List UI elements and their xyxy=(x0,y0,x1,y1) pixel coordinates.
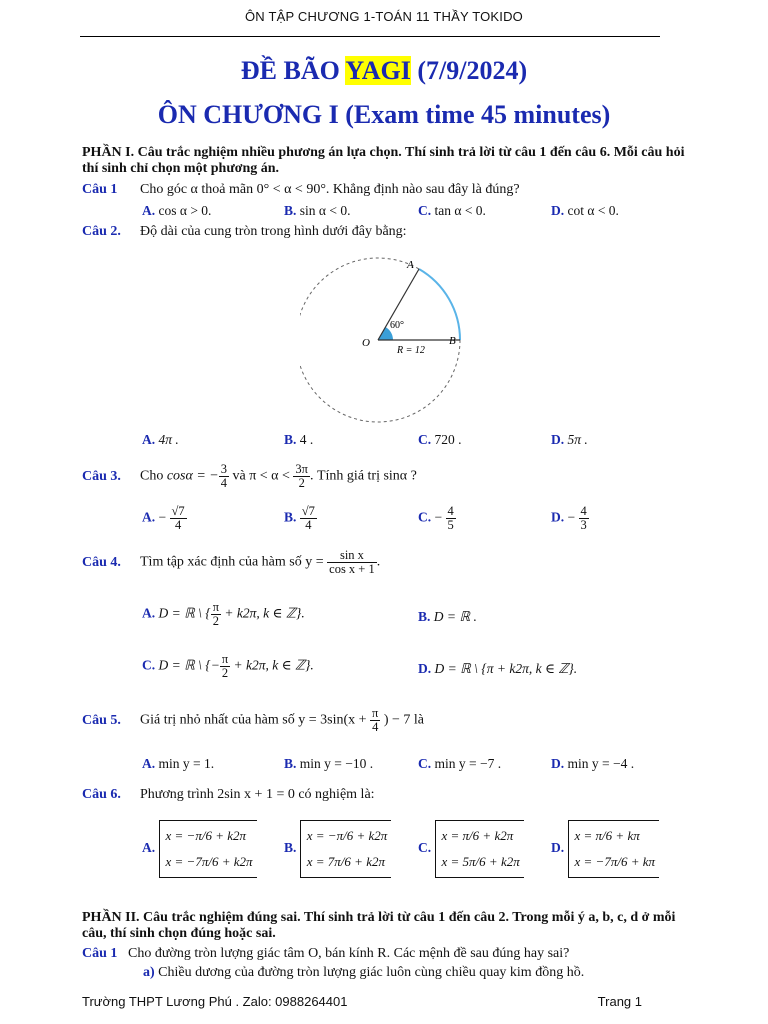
title-pre: ĐỀ BÃO xyxy=(240,56,346,85)
question-label: Câu 1 xyxy=(82,182,118,197)
statement-a: a) Chiều dương của đường tròn lượng giác luôn cùng chiều quay kim đồng hồ. xyxy=(143,965,585,980)
label-o: O xyxy=(362,337,370,349)
exam-title xyxy=(0,56,768,86)
question-5: Câu 5. Giá trị nhỏ nhất của hàm số y = 3sin(x + $\frac{\pi}{4}$ ) − 7 là xyxy=(82,706,425,734)
circle-arc-figure xyxy=(300,252,480,424)
part2-question-1: Câu 1 Cho đường tròn lượng giác tâm O, bán kính R. Các mệnh đề sau đúng hay sai? xyxy=(82,946,570,961)
question-label: Câu 6. xyxy=(82,787,121,802)
page-header: ÔN TẬP CHƯƠNG 1-TOÁN 11 THẦY TOKIDO xyxy=(244,9,523,24)
question-6: Câu 6. Phương trình 2sin x + 1 = 0 có nghiệm là: xyxy=(82,787,375,802)
page-footer xyxy=(82,994,642,1009)
footer-school: Trường THPT Lương Phú . Zalo: 0988264401 xyxy=(82,994,348,1009)
q6-option-c[interactable]: C. x = π/6 + k2π x = 5π/6 + k2π xyxy=(418,820,524,878)
q2-option-a[interactable]: A. 4π . xyxy=(142,432,179,447)
question-3: Câu 3. Cho cosα = − $\frac{3}{4}$ và π < α < $\frac{3\pi}{2}$ . Tính giá trị sinα ? xyxy=(82,462,417,490)
equation-system: x = −π/6 + k2π x = 7π/6 + k2π xyxy=(300,820,392,878)
fraction: $\frac{3}{4}$ xyxy=(220,462,227,490)
radius-label: R = 12 xyxy=(397,345,425,356)
q5-option-c[interactable]: C. min y = −7 . xyxy=(418,756,502,771)
q5-option-d[interactable]: D. min y = −4 . xyxy=(551,756,635,771)
q1-option-c[interactable]: C. tan α < 0. xyxy=(418,203,486,218)
question-2 xyxy=(82,224,407,240)
q5-option-a[interactable]: A. min y = 1. xyxy=(142,756,215,771)
q1-option-b[interactable]: B. sin α < 0. xyxy=(284,203,351,218)
q5-option-b[interactable]: B. min y = −10 . xyxy=(284,756,374,771)
q2-option-b[interactable]: B. 4 . xyxy=(284,432,314,447)
part1-instructions: PHẦN I. Câu trắc nghiệm nhiều phương án lựa chọn. Thí sinh trả lời từ câu 1 đến câu 6. Mỗi câu hỏi thí sinh chỉ chọn một phương án. xyxy=(82,145,685,176)
highlighted-arc xyxy=(419,269,460,340)
q2-option-c[interactable]: C. 720 . xyxy=(418,432,462,447)
question-1 xyxy=(82,182,520,198)
label-a: A xyxy=(407,259,414,271)
exam-subtitle: ÔN CHƯƠNG I (Exam time 45 minutes) xyxy=(157,100,611,129)
question-text: Độ dài của cung tròn trong hình dưới đây bằng: xyxy=(140,224,407,239)
question-label: Câu 2. xyxy=(82,224,121,239)
equation-system: x = −π/6 + k2π x = −7π/6 + k2π xyxy=(159,820,257,878)
label-b: B xyxy=(449,335,456,347)
part2-instructions: PHẦN II. Câu trắc nghiệm đúng sai. Thí sinh trả lời từ câu 1 đến câu 2. Trong mỗi ý a, b, c, d ở mỗi câu, thí sinh chọn đúng hoặc sai. xyxy=(82,910,676,941)
q4-option-a[interactable]: A. D = ℝ \ { $\frac{\pi}{2}$ + k2π, k ∈ ℤ}. xyxy=(142,600,305,628)
q4-option-c[interactable]: C. D = ℝ \ {− $\frac{\pi}{2}$ + k2π, k ∈ ℤ}. xyxy=(142,652,314,680)
q3-option-d[interactable]: D. − $\frac{4}{3}$ xyxy=(551,504,587,532)
title-highlight: YAGI xyxy=(345,56,411,85)
q1-option-a[interactable]: A. cos α > 0. xyxy=(142,203,212,218)
page-number: Trang 1 xyxy=(597,994,642,1009)
question-label: Câu 1 xyxy=(82,946,118,961)
fraction: $\frac{3\pi}{2}$ xyxy=(295,462,308,490)
question-text: Cho góc α thoả mãn 0° < α < 90°. Khẳng định nào sau đây là đúng? xyxy=(140,182,520,197)
q3-option-a[interactable]: A. − $\frac{√7}{4}$ xyxy=(142,504,185,532)
q2-option-d[interactable]: D. 5π . xyxy=(551,432,588,447)
q6-option-a[interactable]: A. x = −π/6 + k2π x = −7π/6 + k2π xyxy=(142,820,257,878)
q3-option-c[interactable]: C. − $\frac{4}{5}$ xyxy=(418,504,454,532)
title-post: (7/9/2024) xyxy=(410,56,528,85)
question-label: Câu 5. xyxy=(82,712,121,728)
equation-system: x = π/6 + k2π x = 5π/6 + k2π xyxy=(435,820,524,878)
q1-option-d[interactable]: D. cot α < 0. xyxy=(551,203,619,218)
question-label: Câu 4. xyxy=(82,554,121,570)
q3-option-b[interactable]: B. $\frac{√7}{4}$ xyxy=(284,504,315,532)
q6-option-d[interactable]: D. x = π/6 + kπ x = −7π/6 + kπ xyxy=(551,820,659,878)
question-label: Câu 3. xyxy=(82,468,121,484)
q4-option-d[interactable]: D. D = ℝ \ {π + k2π, k ∈ ℤ}. xyxy=(418,661,578,676)
equation-system: x = π/6 + kπ x = −7π/6 + kπ xyxy=(568,820,660,878)
q6-option-b[interactable]: B. x = −π/6 + k2π x = 7π/6 + k2π xyxy=(284,820,391,878)
header-rule xyxy=(80,36,660,37)
q4-option-b[interactable]: B. D = ℝ . xyxy=(418,609,477,624)
angle-label: 60° xyxy=(390,320,404,331)
question-4: Câu 4. Tìm tập xác định của hàm số y = $\frac{\text{sin x}}{\text{cos x + 1}}$ . xyxy=(82,548,381,576)
